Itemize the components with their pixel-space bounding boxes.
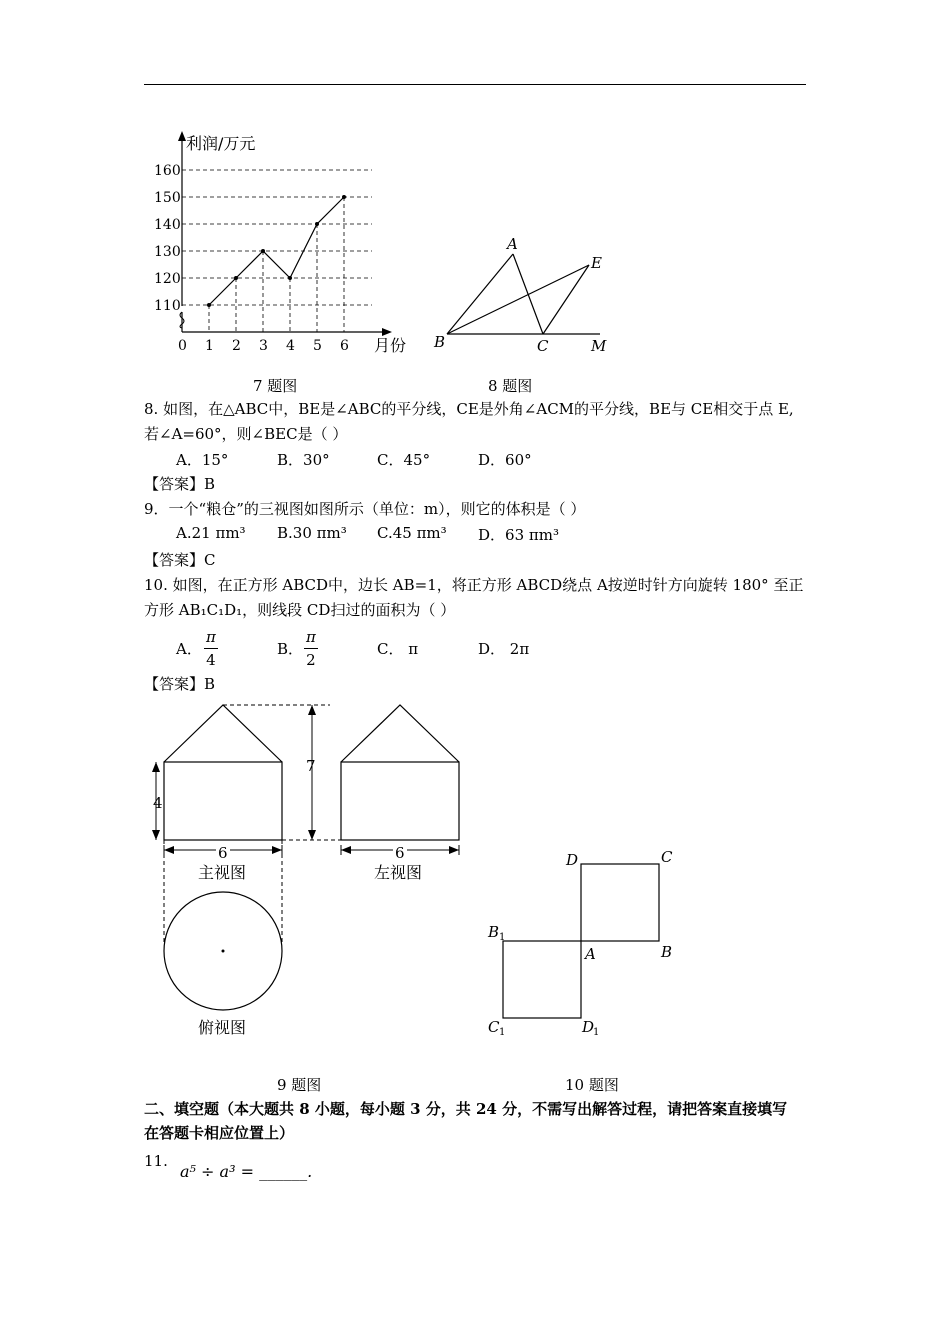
- x-axis-arrow: [382, 328, 392, 336]
- q8-answer: 【答案】B: [144, 475, 216, 493]
- caption-fig10: 10 题图: [565, 1076, 619, 1094]
- y-tick-110: 110: [154, 298, 181, 314]
- q8-option-c: C．45°: [377, 451, 431, 469]
- top-view-center: [222, 950, 225, 953]
- label-b1-sub: 1: [499, 932, 506, 943]
- label-c: C: [661, 848, 673, 866]
- square-ab1c1d1: [503, 941, 581, 1018]
- q9-answer: 【答案】C: [144, 551, 216, 569]
- caption-fig8: 8 题图: [488, 377, 533, 395]
- frac-a-den: 4: [206, 651, 216, 669]
- y-tick-150: 150: [154, 190, 181, 206]
- label-c1-sub: 1: [499, 1027, 506, 1038]
- line-be: [447, 265, 589, 334]
- q10-option-c: C． π: [377, 640, 419, 658]
- q11-expression: a⁵ ÷ a³ = ______.: [180, 1162, 313, 1181]
- line-ab: [447, 254, 513, 334]
- q9-option-b: B.30 πm³: [277, 524, 347, 542]
- front-body: [164, 762, 282, 840]
- caption-fig7: 7 题图: [253, 377, 298, 395]
- frac-b-num: π: [304, 626, 318, 649]
- q9-option-d: D．63 πm³: [478, 526, 559, 544]
- dim-6-front-label: 6: [218, 844, 228, 862]
- q10-option-a-label: A．: [176, 640, 202, 658]
- q8-option-d: D．60°: [478, 451, 532, 469]
- fig7-line-chart: [140, 125, 420, 360]
- frac-a-num: π: [204, 626, 218, 649]
- q9-line1: 9．一个“粮仓”的三视图如图所示（单位：m），则它的体积是（ ）: [144, 500, 586, 518]
- dim-4-arrow-bottom: [152, 830, 160, 840]
- y-tick-140: 140: [154, 217, 181, 233]
- dim-4-label: 4: [153, 794, 163, 812]
- front-roof: [164, 705, 282, 762]
- section2-heading-line1: 二、填空题（本大题共 8 小题，每小题 3 分，共 24 分，不需写出解答过程，请把答案直接填写: [144, 1100, 788, 1118]
- label-d1: D: [582, 1018, 595, 1036]
- left-view-label: 左视图: [374, 863, 423, 882]
- chart-body: [154, 131, 406, 355]
- y-axis-arrow: [178, 131, 186, 141]
- data-point-5: [315, 222, 319, 226]
- q9-option-a: A.21 πm³: [176, 524, 246, 542]
- section2-heading-line2: 在答题卡相应位置上）: [144, 1124, 295, 1142]
- q9-option-c: C.45 πm³: [377, 524, 447, 542]
- q10-option-b-fraction: [304, 626, 318, 671]
- q8-option-a: A．15°: [176, 451, 229, 469]
- y-tick-130: 130: [154, 244, 181, 260]
- data-point-2: [234, 276, 238, 280]
- label-c: C: [537, 337, 549, 355]
- q10-line1: 10. 如图，在正方形 ABCD中，边长 AB=1，将正方形 ABCD绕点 A按逆时针方向旋转 180° 至正: [144, 576, 804, 594]
- data-point-4: [288, 276, 292, 280]
- x-tick-3: 3: [259, 338, 268, 354]
- data-point-6: [342, 195, 346, 199]
- label-d1-sub: 1: [593, 1027, 600, 1038]
- caption-fig9: 9 题图: [277, 1076, 322, 1094]
- dim-7-arrow-top: [308, 705, 316, 715]
- y-axis-label: 利润/万元: [186, 134, 256, 153]
- q11-number: 11.: [144, 1152, 168, 1170]
- label-a: A: [507, 235, 518, 253]
- dim-4-arrow-top: [152, 762, 160, 772]
- dim-6-left-label: 6: [395, 844, 405, 862]
- label-b1: B: [488, 923, 500, 941]
- frac-b-den: 2: [306, 651, 316, 669]
- label-d: D: [566, 851, 579, 869]
- label-e: E: [591, 254, 602, 272]
- x-tick-2: 2: [232, 338, 241, 354]
- square-abcd: [581, 864, 659, 941]
- dim-7-label: 7: [306, 757, 316, 775]
- q8-option-b: B．30°: [277, 451, 330, 469]
- label-a: A: [585, 945, 596, 963]
- fig8-triangle-diagram: [425, 230, 625, 360]
- y-tick-160: 160: [154, 163, 181, 179]
- q8-line1: 8. 如图，在△ABC中，BE是∠ABC的平分线，CE是外角∠ACM的平分线，BE与 CE相交于点 E,: [144, 400, 794, 418]
- q10-answer: 【答案】B: [144, 675, 216, 693]
- label-b: B: [661, 943, 673, 961]
- left-roof: [341, 705, 459, 762]
- top-view-label: 俯视图: [198, 1018, 247, 1037]
- left-body: [341, 762, 459, 840]
- x-tick-5: 5: [313, 338, 322, 354]
- x-tick-4: 4: [286, 338, 295, 354]
- front-view-label: 主视图: [198, 863, 247, 882]
- label-b: B: [434, 333, 446, 351]
- label-c1: C: [488, 1018, 500, 1036]
- header-rule: [144, 84, 806, 85]
- q8-line2: 若∠A=60°，则∠BEC是（ ）: [144, 425, 348, 443]
- x-tick-6: 6: [340, 338, 349, 354]
- q10-option-a-fraction: [204, 626, 218, 671]
- q10-line2: 方形 AB₁C₁D₁，则线段 CD扫过的面积为（ ）: [144, 601, 456, 619]
- fig9-three-views: [140, 695, 480, 1045]
- line-ce: [543, 265, 589, 334]
- y-tick-120: 120: [154, 271, 181, 287]
- data-point-1: [207, 303, 211, 307]
- dim-7-arrow-bottom: [308, 830, 316, 840]
- x-tick-1: 1: [205, 338, 214, 354]
- label-m: M: [591, 337, 607, 355]
- q10-option-d: D． 2π: [478, 640, 530, 658]
- x-axis-label: 月份: [374, 336, 407, 355]
- x-tick-0: 0: [178, 338, 187, 354]
- fig10-rotated-squares: [480, 845, 690, 1045]
- data-point-3: [261, 249, 265, 253]
- q10-option-b-label: B．: [277, 640, 304, 658]
